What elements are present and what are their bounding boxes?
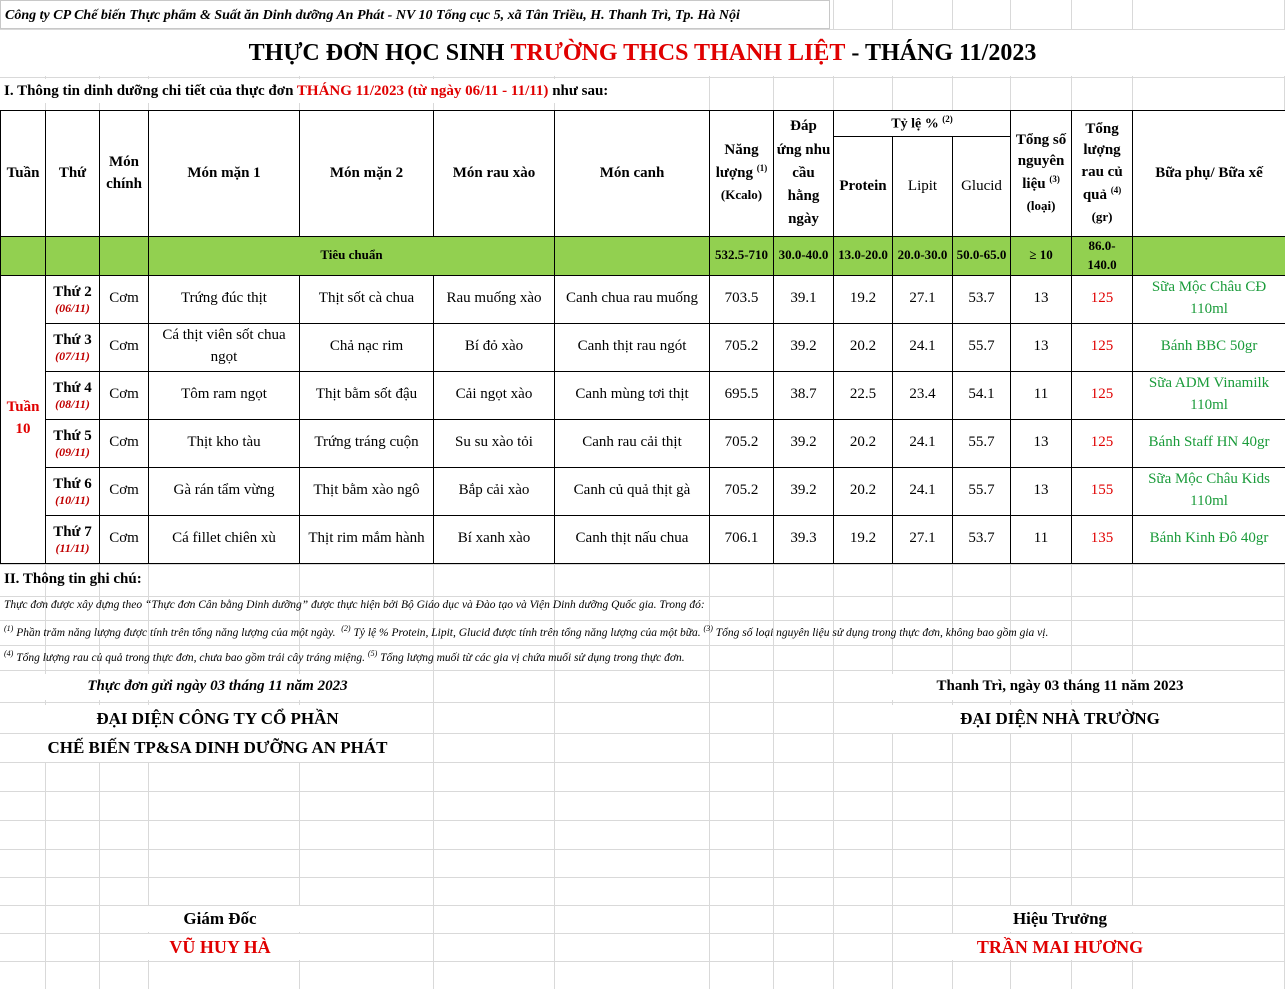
nang-luong-cell: 703.5 xyxy=(710,275,774,323)
section-2-heading: II. Thông tin ghi chú: xyxy=(4,571,142,587)
mon-man-2-cell: Thịt bằm xào ngô xyxy=(300,467,434,515)
std-empty xyxy=(46,237,100,276)
mon-rau-xao-cell: Bắp cải xào xyxy=(434,467,555,515)
mon-man-2-cell: Chả nạc rim xyxy=(300,323,434,371)
tong-so-cell: 11 xyxy=(1011,371,1072,419)
note-line-2 xyxy=(4,649,685,664)
std-empty xyxy=(555,237,710,276)
company-line: Công ty CP Chế biến Thực phẩm & Suất ăn Dinh dưỡng An Phát - NV 10 Tổng cục 5, xã Tân Triều, H. Thanh Trì, Tp. Hà Nội xyxy=(0,0,830,29)
tong-luong-cell: 155 xyxy=(1072,467,1133,515)
std-protein: 13.0-20.0 xyxy=(834,237,893,276)
mon-man-2-cell: Thịt bằm sốt đậu xyxy=(300,371,434,419)
protein-cell: 19.2 xyxy=(834,515,893,563)
std-label: Tiêu chuẩn xyxy=(149,237,555,276)
section-1-prefix: I. Thông tin dinh dưỡng chi tiết của thực đơn xyxy=(4,83,297,99)
dap-ung-cell: 39.2 xyxy=(774,467,834,515)
table-row xyxy=(1,467,1285,515)
col-header-ty-le xyxy=(834,111,1011,137)
note-3-sup: (3) xyxy=(703,624,713,633)
right-role: Hiệu Trưởng xyxy=(960,906,1160,932)
mon-man-1-cell: Thịt kho tàu xyxy=(149,419,300,467)
right-org: ĐẠI DIỆN NHÀ TRƯỜNG xyxy=(880,705,1240,733)
std-empty xyxy=(1,237,46,276)
tong-so-cell: 13 xyxy=(1011,419,1072,467)
bua-phu-cell: Bánh Staff HN 40gr xyxy=(1133,419,1285,467)
mon-man-1-cell: Cá thịt viên sốt chua ngọt xyxy=(149,323,300,371)
page-title xyxy=(0,30,1285,76)
day-name: Thứ 3 xyxy=(53,331,92,348)
nang-luong-cell: 706.1 xyxy=(710,515,774,563)
mon-canh-cell: Canh thịt nấu chua xyxy=(555,515,710,563)
note-line-1 xyxy=(4,624,1048,639)
note-2: Tỷ lệ % Protein, Lipit, Glucid được tính trên tổng năng lượng của một bữa. xyxy=(350,626,701,639)
mon-chinh-cell: Cơm xyxy=(100,515,149,563)
lipit-cell: 23.4 xyxy=(893,371,953,419)
dap-ung-cell: 38.7 xyxy=(774,371,834,419)
mon-chinh-cell: Cơm xyxy=(100,323,149,371)
mon-canh-cell: Canh thịt rau ngót xyxy=(555,323,710,371)
title-part-1: THỰC ĐƠN HỌC SINH xyxy=(248,39,511,66)
mon-man-1-cell: Trứng đúc thịt xyxy=(149,275,300,323)
day-name: Thứ 5 xyxy=(53,427,92,444)
title-part-3: - THÁNG 11/2023 xyxy=(845,39,1037,66)
glucid-cell: 55.7 xyxy=(953,323,1011,371)
std-lipit: 20.0-30.0 xyxy=(893,237,953,276)
mon-canh-cell: Canh củ quả thịt gà xyxy=(555,467,710,515)
glucid-cell: 54.1 xyxy=(953,371,1011,419)
right-name: TRẦN MAI HƯƠNG xyxy=(930,934,1190,960)
col-header-mon-canh: Món canh xyxy=(555,111,710,237)
tong-luong-cell: 125 xyxy=(1072,371,1133,419)
col-header-dap-ung: Đáp ứng nhu cầu hằng ngày xyxy=(774,111,834,237)
table-row xyxy=(1,371,1285,419)
dap-ung-cell: 39.3 xyxy=(774,515,834,563)
tong-luong-cell: 125 xyxy=(1072,419,1133,467)
day-cell xyxy=(46,275,100,323)
protein-cell: 20.2 xyxy=(834,467,893,515)
note-5-sup: (5) xyxy=(367,649,378,658)
sent-date: Thực đơn gửi ngày 03 tháng 11 năm 2023 xyxy=(20,674,415,700)
day-name: Thứ 4 xyxy=(53,379,92,396)
mon-man-1-cell: Gà rán tẩm vừng xyxy=(149,467,300,515)
nang-luong-cell: 695.5 xyxy=(710,371,774,419)
note-4: Tổng lượng rau củ quả trong thực đơn, chưa bao gồm trái cây tráng miệng. xyxy=(13,651,366,664)
col-header-tong-so xyxy=(1011,111,1072,237)
mon-canh-cell: Canh chua rau muống xyxy=(555,275,710,323)
header-row-1 xyxy=(1,111,1285,137)
nang-luong-unit: (Kcalo) xyxy=(720,186,763,202)
section-1-heading xyxy=(4,79,614,103)
bua-phu-cell: Sữa Mộc Châu Kids 110ml xyxy=(1133,467,1285,515)
place-date: Thanh Trì, ngày 03 tháng 11 năm 2023 xyxy=(880,674,1240,700)
section-1-period: THÁNG 11/2023 (từ ngày 06/11 - 11/11) xyxy=(296,83,549,99)
ty-le-label: Tỷ lệ % xyxy=(891,116,939,132)
day-name: Thứ 7 xyxy=(53,523,92,540)
lipit-cell: 24.1 xyxy=(893,323,953,371)
mon-rau-xao-cell: Su su xào tỏi xyxy=(434,419,555,467)
table-row xyxy=(1,323,1285,371)
mon-chinh-cell: Cơm xyxy=(100,419,149,467)
std-nang-luong: 532.5-710 xyxy=(710,237,774,276)
std-glucid: 50.0-65.0 xyxy=(953,237,1011,276)
note-1: Phần trăm năng lượng được tính trên tổng năng lượng của một ngày. xyxy=(13,626,336,639)
title-school: TRƯỜNG THCS THANH LIỆT xyxy=(510,39,846,66)
dap-ung-cell: 39.1 xyxy=(774,275,834,323)
left-org-line-2: CHẾ BIẾN TP&SA DINH DƯỠNG AN PHÁT xyxy=(20,734,415,762)
col-header-mon-rau-xao: Món rau xào xyxy=(434,111,555,237)
ty-le-sup: (2) xyxy=(942,113,953,124)
bua-phu-cell: Bánh BBC 50gr xyxy=(1133,323,1285,371)
col-header-mon-man-2: Món mặn 2 xyxy=(300,111,434,237)
glucid-cell: 55.7 xyxy=(953,467,1011,515)
col-header-thu: Thứ xyxy=(46,111,100,237)
day-name: Thứ 2 xyxy=(53,283,92,300)
day-name: Thứ 6 xyxy=(53,475,92,492)
col-header-protein: Protein xyxy=(834,137,893,237)
dap-ung-cell: 39.2 xyxy=(774,323,834,371)
mon-man-2-cell: Thịt sốt cà chua xyxy=(300,275,434,323)
day-date: (08/11) xyxy=(55,396,90,411)
std-empty xyxy=(100,237,149,276)
col-header-mon-chinh: Món chính xyxy=(100,111,149,237)
std-dap-ung: 30.0-40.0 xyxy=(774,237,834,276)
left-org-line-1: ĐẠI DIỆN CÔNG TY CỔ PHẦN xyxy=(20,705,415,733)
left-role: Giám Đốc xyxy=(120,906,320,932)
nang-luong-sup: (1) xyxy=(756,163,768,174)
day-cell xyxy=(46,419,100,467)
note-5: Tổng lượng muối từ các gia vị chứa muối sử dụng trong thực đơn. xyxy=(377,651,685,664)
tong-so-label: Tổng số nguyên liệu xyxy=(1015,131,1067,192)
tong-luong-cell: 125 xyxy=(1072,275,1133,323)
mon-man-2-cell: Trứng tráng cuộn xyxy=(300,419,434,467)
day-date: (10/11) xyxy=(55,492,90,507)
table-row xyxy=(1,275,1285,323)
std-tong-so: ≥ 10 xyxy=(1011,237,1072,276)
mon-rau-xao-cell: Rau muống xào xyxy=(434,275,555,323)
tong-so-cell: 13 xyxy=(1011,275,1072,323)
mon-rau-xao-cell: Cải ngọt xào xyxy=(434,371,555,419)
left-name: VŨ HUY HÀ xyxy=(100,934,340,960)
day-cell xyxy=(46,371,100,419)
mon-man-1-cell: Tôm ram ngọt xyxy=(149,371,300,419)
mon-man-1-cell: Cá fillet chiên xù xyxy=(149,515,300,563)
day-cell xyxy=(46,323,100,371)
tong-so-unit: (loại) xyxy=(1026,197,1056,213)
lipit-cell: 24.1 xyxy=(893,419,953,467)
col-header-glucid: Glucid xyxy=(953,137,1011,237)
protein-cell: 19.2 xyxy=(834,275,893,323)
protein-cell: 22.5 xyxy=(834,371,893,419)
note-2-sup: (2) xyxy=(341,624,351,633)
lipit-cell: 27.1 xyxy=(893,275,953,323)
mon-rau-xao-cell: Bí đỏ xào xyxy=(434,323,555,371)
nang-luong-cell: 705.2 xyxy=(710,323,774,371)
menu-body xyxy=(1,275,1285,563)
day-cell xyxy=(46,467,100,515)
note-intro: Thực đơn được xây dựng theo “Thực đơn Cân bằng Dinh dưỡng” được thực hiện bởi Bộ Giáo dục và Đào tạo và Viện Dinh dưỡng Quốc gia. Trong đó: xyxy=(4,599,705,611)
tong-so-cell: 11 xyxy=(1011,515,1072,563)
section-1-suffix: như sau: xyxy=(548,83,609,99)
tong-so-sup: (3) xyxy=(1049,174,1060,184)
bua-phu-cell: Sữa ADM Vinamilk 110ml xyxy=(1133,371,1285,419)
std-tong-luong: 86.0-140.0 xyxy=(1072,237,1133,276)
lipit-cell: 24.1 xyxy=(893,467,953,515)
tong-luong-sup: (4) xyxy=(1110,184,1122,195)
protein-cell: 20.2 xyxy=(834,323,893,371)
glucid-cell: 53.7 xyxy=(953,515,1011,563)
col-header-nang-luong xyxy=(710,111,774,237)
tong-so-cell: 13 xyxy=(1011,323,1072,371)
day-date: (07/11) xyxy=(55,348,90,363)
mon-man-2-cell: Thịt rim mắm hành xyxy=(300,515,434,563)
col-header-bua-phu: Bữa phụ/ Bữa xế xyxy=(1133,111,1285,237)
lipit-cell: 27.1 xyxy=(893,515,953,563)
tong-luong-unit: (gr) xyxy=(1091,208,1113,224)
mon-canh-cell: Canh rau cải thịt xyxy=(555,419,710,467)
day-date: (09/11) xyxy=(55,444,90,459)
standard-row xyxy=(1,237,1285,276)
mon-chinh-cell: Cơm xyxy=(100,275,149,323)
std-empty xyxy=(1133,237,1285,276)
col-header-tong-luong xyxy=(1072,111,1133,237)
tong-so-cell: 13 xyxy=(1011,467,1072,515)
nang-luong-label: Năng lượng xyxy=(715,142,759,182)
table-row xyxy=(1,419,1285,467)
mon-rau-xao-cell: Bí xanh xào xyxy=(434,515,555,563)
tong-luong-cell: 135 xyxy=(1072,515,1133,563)
col-header-tuan: Tuần xyxy=(1,111,46,237)
mon-canh-cell: Canh mùng tơi thịt xyxy=(555,371,710,419)
note-4-sup: (4) xyxy=(4,649,14,658)
col-header-lipit: Lipit xyxy=(893,137,953,237)
nang-luong-cell: 705.2 xyxy=(710,419,774,467)
note-1-sup: (1) xyxy=(4,624,14,633)
day-date: (11/11) xyxy=(55,540,90,555)
mon-chinh-cell: Cơm xyxy=(100,467,149,515)
dap-ung-cell: 39.2 xyxy=(774,419,834,467)
mon-chinh-cell: Cơm xyxy=(100,371,149,419)
nang-luong-cell: 705.2 xyxy=(710,467,774,515)
table-row xyxy=(1,515,1285,563)
protein-cell: 20.2 xyxy=(834,419,893,467)
bua-phu-cell: Sữa Mộc Châu CĐ 110ml xyxy=(1133,275,1285,323)
day-date: (06/11) xyxy=(55,300,90,315)
glucid-cell: 55.7 xyxy=(953,419,1011,467)
menu-table xyxy=(0,110,1285,564)
bua-phu-cell: Bánh Kinh Đô 40gr xyxy=(1133,515,1285,563)
tong-luong-cell: 125 xyxy=(1072,323,1133,371)
glucid-cell: 53.7 xyxy=(953,275,1011,323)
week-label: Tuần 10 xyxy=(1,275,46,563)
note-3: Tổng số loại nguyên liệu sử dụng trong thực đơn, không bao gồm gia vị. xyxy=(712,626,1049,639)
col-header-mon-man-1: Món mặn 1 xyxy=(149,111,300,237)
tong-luong-label: Tổng lượng rau củ quả xyxy=(1081,120,1123,203)
day-cell xyxy=(46,515,100,563)
